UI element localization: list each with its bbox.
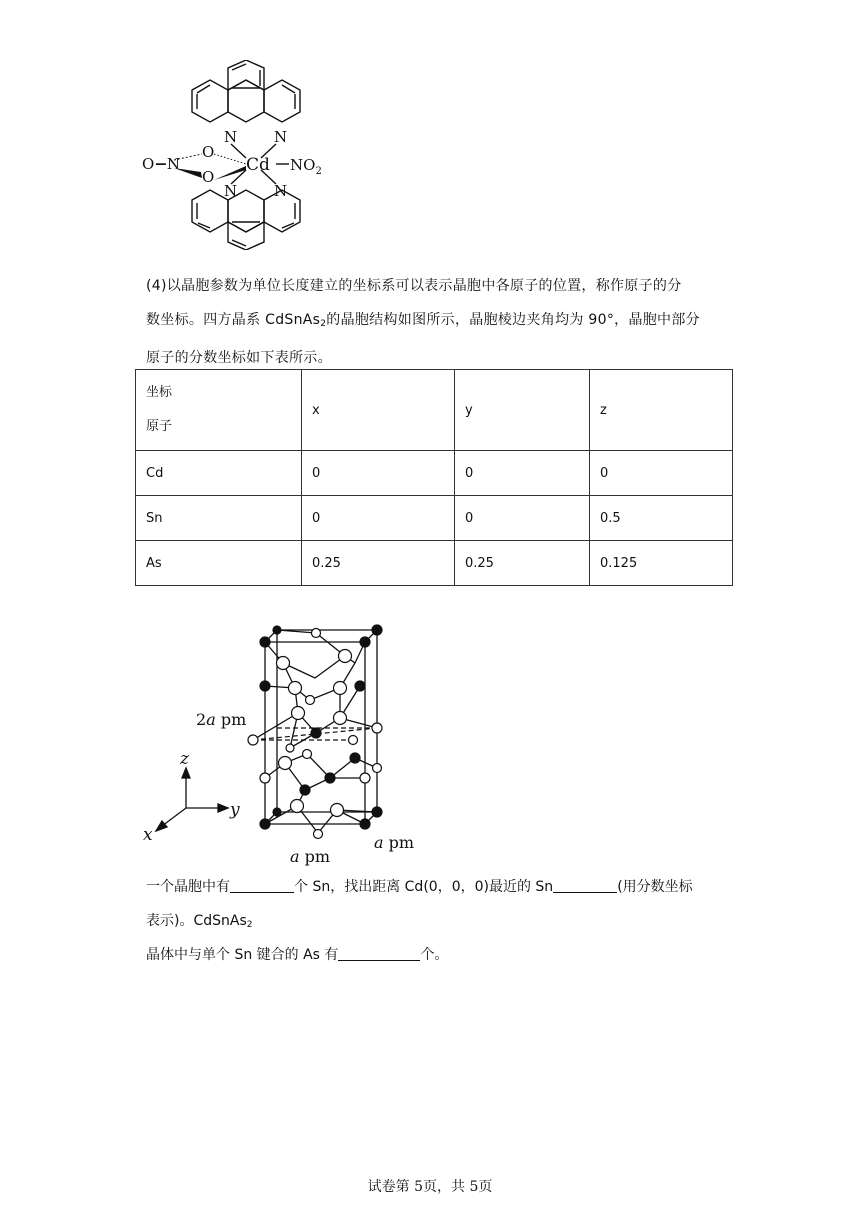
o-atom-bottom-label: O (202, 168, 215, 186)
fractional-coordinates-table (135, 369, 733, 586)
table-header-z: z (590, 370, 733, 451)
table-header-row (136, 370, 733, 451)
answer-blank-sn-count[interactable] (230, 878, 294, 893)
table-cell-z: 0.125 (590, 541, 733, 586)
cd-complex-structure (136, 60, 346, 250)
table-cell-x: 0 (302, 451, 455, 496)
question-intro-line3: 原子的分数坐标如下表所示。 (146, 350, 332, 366)
left-group-label: O−N (142, 155, 180, 173)
n-atom-label: N (274, 128, 288, 146)
n-atom-label: N (224, 128, 238, 146)
no2-group-label: $NO_2$ (290, 156, 322, 177)
answer-line-3: 晶体中与单个 Sn 键合的 As 有 个。 (146, 947, 449, 963)
n-atom-label: N (274, 182, 288, 200)
cd-atom-label: Cd (246, 155, 270, 175)
table-cell-atom: As (136, 541, 302, 586)
table-row (136, 451, 733, 496)
table-row (136, 496, 733, 541)
o-atom-top-label: O (202, 143, 215, 161)
table-cell-x: 0 (302, 496, 455, 541)
table-cell-y: 0 (455, 451, 590, 496)
table-cell-z: 0 (590, 451, 733, 496)
answer-blank-nearest-sn[interactable] (553, 878, 617, 893)
answer-line-1: 一个晶胞中有 个 Sn，找出距离 Cd(0，0，0)最近的 Sn (用分数坐标 (146, 879, 693, 895)
question-intro-line1: (4)以晶胞参数为单位长度建立的坐标系可以表示晶胞中各原子的位置，称作原子的分 (146, 278, 682, 294)
answer-line-2: 表示)。CdSnAs$_2$ (146, 913, 253, 930)
table-cell-atom: Cd (136, 451, 302, 496)
table-cell-atom: Sn (136, 496, 302, 541)
question-intro-line2: 数坐标。四方晶系 CdSnAs$_2$的晶胞结构如图所示，晶胞棱边夹角均为 90°，晶胞中部分 (146, 312, 700, 329)
axis-z-label: z (180, 749, 189, 769)
table-row (136, 541, 733, 586)
table-header-x: x (302, 370, 455, 451)
axis-y-label: y (230, 800, 240, 820)
answer-blank-as-count[interactable] (338, 946, 420, 961)
n-atom-label: N (224, 182, 238, 200)
question-intro (146, 269, 726, 375)
depth-label: a pm (374, 833, 415, 852)
base-width-label: a pm (290, 847, 331, 866)
table-cell-z: 0.5 (590, 496, 733, 541)
table-cell-y: 0.25 (455, 541, 590, 586)
table-cell-x: 0.25 (302, 541, 455, 586)
table-header-y: y (455, 370, 590, 451)
table-cell-y: 0 (455, 496, 590, 541)
crystal-cell-figure (140, 618, 430, 870)
table-corner-cell: 坐标 原子 (136, 370, 302, 451)
height-label: 2a pm (196, 710, 247, 729)
axis-x-label: x (143, 825, 153, 845)
page-footer: 试卷第 5页，共 5页 (367, 1179, 493, 1195)
